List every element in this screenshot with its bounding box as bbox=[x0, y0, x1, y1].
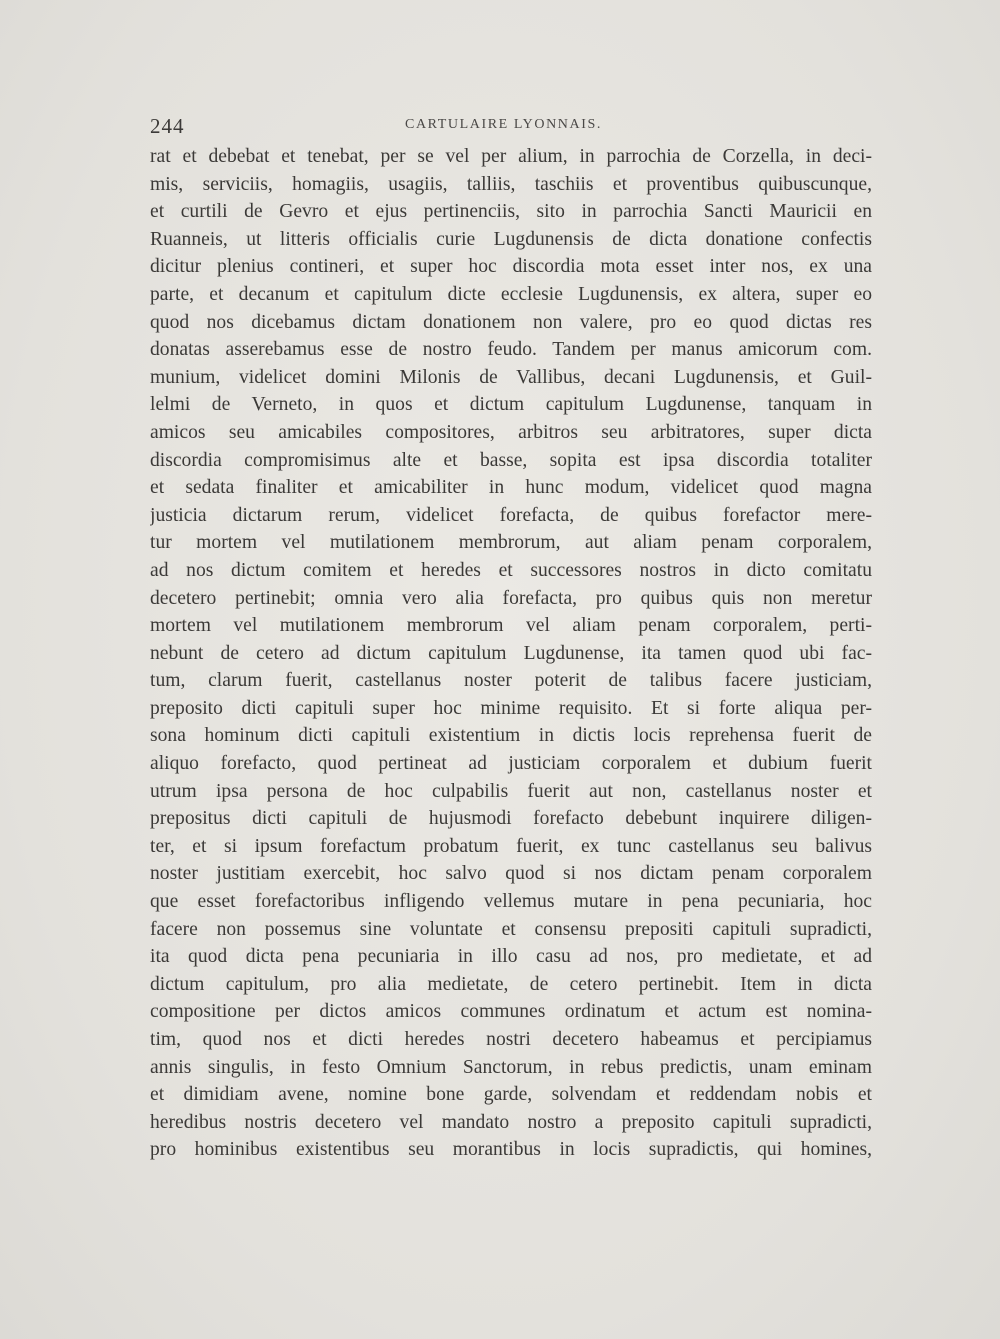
running-title: CARTULAIRE LYONNAIS. bbox=[405, 117, 602, 132]
text-line: mis, serviciis, homagiis, usagiis, talliis, taschiis et proventibus quibuscunque, bbox=[150, 173, 872, 195]
text-line: noster justitiam exercebit, hoc salvo quod si nos dictam penam corporalem bbox=[150, 863, 872, 885]
text-line: rat et debebat et tenebat, per se vel per alium, in parrochia de Corzella, in deci- bbox=[150, 146, 872, 167]
text-line: dictum capitulum, pro alia medietate, de cetero pertinebit. Item in dicta bbox=[150, 973, 872, 995]
text-line: ter, et si ipsum forefactum probatum fuerit, ex tunc castellanus seu balivus bbox=[150, 835, 872, 857]
text-line: tum, clarum fuerit, castellanus noster poterit de talibus facere justiciam, bbox=[150, 670, 872, 692]
text-line: nebunt de cetero ad dictum capitulum Lugdunense, ita tamen quod ubi fac- bbox=[150, 642, 872, 664]
text-line: discordia compromisimus alte et basse, sopita est ipsa discordia totaliter bbox=[150, 449, 872, 471]
text-line: ad nos dictum comitem et heredes et successores nostros in dicto comitatu bbox=[150, 559, 872, 581]
text-line: et curtili de Gevro et ejus pertinenciis, sito in parrochia Sancti Mauricii en bbox=[150, 201, 872, 223]
page-header bbox=[150, 112, 870, 142]
text-line: que esset forefactoribus infligendo vellemus mutare in pena pecuniaria, hoc bbox=[150, 891, 872, 913]
text-line: amicos seu amicabiles compositores, arbitros seu arbitratores, super dicta bbox=[150, 421, 872, 443]
text-line: mortem vel mutilationem membrorum vel aliam penam corporalem, perti- bbox=[150, 615, 872, 637]
text-line: et dimidiam avene, nomine bone garde, solvendam et reddendam nobis et bbox=[150, 1084, 872, 1106]
text-line: tur mortem vel mutilationem membrorum, aut aliam penam corporalem, bbox=[150, 532, 872, 554]
page-number: 244 bbox=[150, 114, 185, 138]
body-text bbox=[150, 143, 872, 1164]
text-line: dicitur plenius contineri, et super hoc discordia mota esset inter nos, ex una bbox=[150, 256, 872, 278]
text-line: heredibus nostris decetero vel mandato nostro a preposito capituli supradicti, bbox=[150, 1111, 872, 1133]
text-line: parte, et decanum et capitulum dicte ecclesie Lugdunensis, ex altera, super eo bbox=[150, 283, 872, 305]
text-line: tim, quod nos et dicti heredes nostri decetero habeamus et percipiamus bbox=[150, 1029, 872, 1050]
text-line: lelmi de Verneto, in quos et dictum capitulum Lugdunense, tanquam in bbox=[150, 394, 872, 416]
text-line: compositione per dictos amicos communes ordinatum et actum est nomina- bbox=[150, 1001, 872, 1023]
text-line: munium, videlicet domini Milonis de Vallibus, decani Lugdunensis, et Guil- bbox=[150, 366, 872, 388]
text-line: annis singulis, in festo Omnium Sanctorum, in rebus predictis, unam eminam bbox=[150, 1056, 872, 1078]
text-line: prepositus dicti capituli de hujusmodi forefacto debebunt inquirere diligen- bbox=[150, 808, 872, 830]
text-line: quod nos dicebamus dictam donationem non valere, pro eo quod dictas res bbox=[150, 311, 872, 333]
text-line: sona hominum dicti capituli existentium in dictis locis reprehensa fuerit de bbox=[150, 725, 872, 747]
text-line: ita quod dicta pena pecuniaria in illo casu ad nos, pro medietate, et ad bbox=[150, 946, 872, 968]
text-line: utrum ipsa persona de hoc culpabilis fuerit aut non, castellanus noster et bbox=[150, 780, 872, 802]
text-line: donatas asserebamus esse de nostro feudo. Tandem per manus amicorum com. bbox=[150, 339, 872, 361]
text-line: pro hominibus existentibus seu morantibus in locis supradictis, qui homines, bbox=[150, 1139, 872, 1161]
text-line: facere non possemus sine voluntate et consensu prepositi capituli supradicti, bbox=[150, 918, 872, 940]
text-line: Ruanneis, ut litteris officialis curie Lugdunensis de dicta donatione confectis bbox=[150, 228, 872, 250]
text-line: justicia dictarum rerum, videlicet forefacta, de quibus forefactor mere- bbox=[150, 504, 872, 526]
text-line: et sedata finaliter et amicabiliter in hunc modum, videlicet quod magna bbox=[150, 477, 872, 499]
text-line: preposito dicti capituli super hoc minime requisito. Et si forte aliqua per- bbox=[150, 697, 872, 719]
text-line: decetero pertinebit; omnia vero alia forefacta, pro quibus quis non meretur bbox=[150, 587, 872, 609]
text-line: aliquo forefacto, quod pertineat ad justiciam corporalem et dubium fuerit bbox=[150, 753, 872, 775]
